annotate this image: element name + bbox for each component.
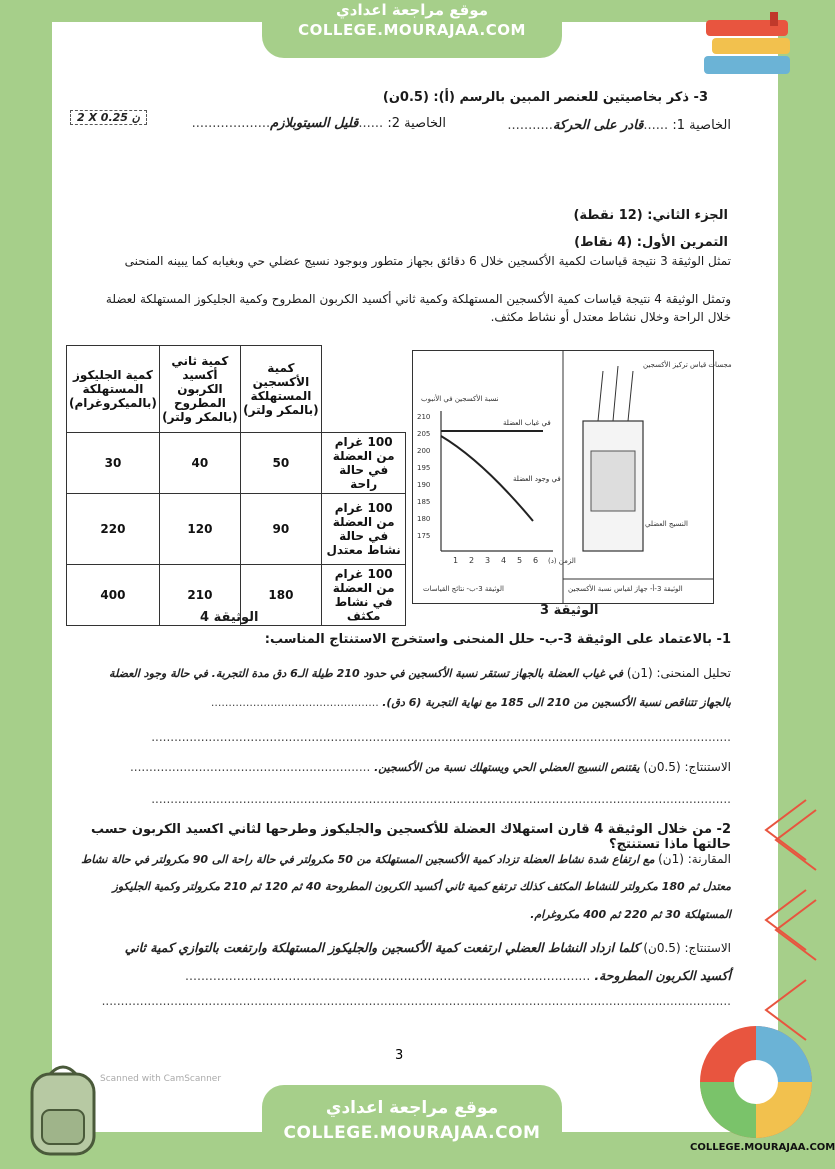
doc4-cell-glucose: 400 (67, 564, 160, 625)
q2-blank-line: ..................................................................................................................................................................... (101, 994, 731, 1008)
q3-title: 3- ذكر بخاصيتين للعنصر المبين بالرسم (أ): (0.5ن) (382, 90, 708, 105)
doc4-cell-glucose: 220 (67, 493, 160, 564)
doc4-header-row (67, 346, 406, 433)
q2-compare-line3: المستهلكة 30 ثم 220 ثم 400 مكروغرام. (530, 908, 731, 921)
doc3-figure (412, 350, 732, 604)
q1-title: 1- بالاعتماد على الوثيقة 3-ب- حلل المنحنى واستخرج الاستنتاج المناسب: (264, 632, 731, 647)
chevron-decoration-icon (746, 790, 816, 1050)
q2-compare-line2: معتدل ثم 180 مكرولتر للنشاط المكثف كذلك ترتفع كمية ثاني أكسيد الكربون المطروحة 40 ثم 120 ثم 210 مكرولتر وكمية الجليكوز (112, 880, 731, 893)
doc4-cell-o2: 180 (240, 564, 321, 625)
q1-conclusion: الاستنتاج: (0.5ن) يقتنص النسيج العضلي الحي ويستهلك نسبة من الأكسجين. ............................................................... (129, 760, 731, 774)
doc3-xtick: 6 (533, 556, 539, 565)
q1-conclusion-text: يقتنص النسيج العضلي الحي ويستهلك نسبة من الأكسجين. (374, 761, 640, 774)
camscanner-watermark: Scanned with CamScanner (100, 1074, 222, 1084)
doc4-cell-o2: 90 (240, 493, 321, 564)
q2-conclusion-line2: أكسيد الكربون المطروحة. ...................................................................................................... (185, 968, 731, 983)
q3-grade: 2 X ن 0.25 (70, 110, 147, 125)
doc3-xtick: 2 (469, 556, 475, 565)
doc4-row-label: 100 غرام من العضلة في حالة نشاط معتدل (321, 493, 406, 564)
doc3-ytick: 175 (417, 532, 431, 540)
doc3-caption-b: الوثيقة 3-ب- نتائج القياسات (423, 585, 504, 593)
doc3-curve1-label: في غياب العضلة (503, 419, 551, 427)
backpack-icon (18, 1060, 108, 1160)
table-row (67, 432, 406, 493)
doc4-header-glucose: كمية الجليكوز المستهلكة (بالميكروغرام) (67, 346, 160, 433)
ex1-intro-1: تمثل الوثيقة 3 نتيجة قياسات لكمية الأكسجين خلال 6 دقائق بجهاز متطور وبوجود نسيج عضلي حي وبغيابه كما يبينه المنحنى (124, 254, 731, 268)
q1-analysis-label: تحليل المنحنى: (1ن) (626, 666, 731, 680)
page-number: 3 (395, 1048, 404, 1063)
books-logo-icon (700, 12, 800, 82)
doc3-ytick: 205 (417, 430, 431, 438)
doc3-ylabel: نسبة الأكسجين في الأنبوب (421, 395, 499, 403)
table-row (67, 493, 406, 564)
q2-title: 2- من خلال الوثيقة 4 قارن استهلاك العضلة للأكسجين والجليكوز وطرحها لثاني اكسيد الكربون حسب حالتها ماذا تستنتج؟ (91, 822, 731, 852)
doc3-xtick: 4 (501, 556, 507, 565)
banner-top-title: موقع مراجعة اعدادي (336, 1, 488, 19)
part2-title: الجزء الثاني: (12 نقطة) (573, 208, 728, 223)
doc3-xtick: 3 (485, 556, 491, 565)
doc3-ytick: 195 (417, 464, 431, 472)
doc4-cell-co2: 40 (159, 432, 240, 493)
q1-analysis-text1: في غياب العضلة بالجهاز تستقر نسبة الأكسجين في حدود 210 طيلة الـ6 دق مدة التجربة. في حالة وجود العضلة (109, 667, 623, 680)
q2-compare-label: المقارنة: (1ن) (658, 852, 731, 866)
site-banner-top[interactable] (262, 0, 562, 58)
doc3-ytick: 190 (417, 481, 431, 489)
doc3-ytick: 180 (417, 515, 431, 523)
q3-prop1-label: الخاصية 1: (672, 118, 731, 133)
subjects-wheel-icon (696, 1022, 816, 1142)
doc3-tissue-label: النسيج العضلي (645, 520, 688, 528)
doc4-header-co2: كمية ثاني أكسيد الكربون المطروح (بالمكر ولتر) (159, 346, 240, 433)
doc4-row-label: 100 غرام من العضلة في حالة راحة (321, 432, 406, 493)
doc3-label: الوثيقة 3 (540, 603, 599, 618)
q3-prop2: الخاصية 2: ......قليل السيتوبلازم................... (191, 116, 446, 131)
q2-compare-text1: مع ارتفاع شدة نشاط العضلة تزداد كمية الأكسجين المستهلكة من 50 مكرولتر في حالة راحة الى 90 مكرولتر في حالة نشاط (81, 853, 655, 866)
doc4-cell-glucose: 30 (67, 432, 160, 493)
banner-top-url: COLLEGE.MOURAJAA.COM (298, 21, 526, 39)
doc4-cell-o2: 50 (240, 432, 321, 493)
q3-prop1: الخاصية 1: ......قادر على الحركة........... (507, 118, 731, 133)
doc4-row-label: 100 غرام من العضلة في نشاط مكثف (321, 564, 406, 625)
doc3-xtick: 1 (453, 556, 459, 565)
ex1-intro-2: وتمثل الوثيقة 4 نتيجة قياسات كمية الأكسجين المستهلكة وكمية ثاني أكسيد الكربون المطروح وكمية الجليكوز المستهلكة لعضلة خلال الراحة وخلال نشاط معتدل أو نشاط مكثف. (105, 292, 731, 324)
brand-footer[interactable]: COLLEGE.MOURAJAA.COM (690, 1142, 835, 1153)
q1-blank-line-2: ........................................................................................................................................................ (151, 792, 731, 806)
doc3-caption-a: الوثيقة 3-أ- جهاز لقياس نسبة الأكسجين (568, 585, 683, 593)
q2-conclusion-line1 (71, 940, 731, 955)
doc3-ytick: 210 (417, 413, 431, 421)
q1-analysis-text2: بالجهاز تتناقص نسبة الأكسجين من 210 الى 185 مع نهاية التجربة (6 دق). (382, 696, 731, 709)
doc3-xtick: 5 (517, 556, 523, 565)
doc4-header-o2: كمية الأكسجين المستهلكة (بالمكر ولتر) (240, 346, 321, 433)
doc4-cell-co2: 120 (159, 493, 240, 564)
q1-blank-line: ........................................................................................................................................................ (151, 730, 731, 744)
doc3-curve2-label: في وجود العضلة (513, 475, 561, 483)
q3-prop2-value: قليل السيتوبلازم (270, 116, 359, 131)
doc3-xlabel: الزمن (د) (548, 557, 576, 565)
q3-prop1-value: قادر على الحركة (552, 118, 644, 133)
site-banner-bottom[interactable] (262, 1085, 562, 1169)
doc3-graph (413, 351, 732, 603)
ex1-title: التمرين الأول: (4 نقاط) (574, 235, 728, 250)
q2-compare-line1 (71, 852, 731, 866)
q3-prop2-label: الخاصية 2: (387, 116, 446, 131)
doc3-sensor-label: مجسات قياس تركيز الأكسجين (643, 361, 732, 369)
doc4-table (66, 345, 406, 626)
banner-bottom-url: COLLEGE.MOURAJAA.COM (283, 1123, 541, 1143)
q1-analysis-line1 (91, 666, 731, 680)
doc4-header-empty (321, 346, 406, 433)
banner-bottom-title: موقع مراجعة اعدادي (325, 1098, 499, 1118)
doc3-ytick: 200 (417, 447, 431, 455)
doc4-label: الوثيقة 4 (200, 610, 259, 625)
doc3-ytick: 185 (417, 498, 431, 506)
doc4-cell-co2: 210 (159, 564, 240, 625)
q1-analysis-line2: بالجهاز تتناقص نسبة الأكسجين من 210 الى 185 مع نهاية التجربة (6 دق). ................................................ (210, 696, 731, 709)
q1-conclusion-label: الاستنتاج: (0.5ن) (643, 760, 731, 774)
q2-conclusion-text1: كلما ازداد النشاط العضلي ارتفعت كمية الأكسجين والجليكوز المستهلكة وارتفعت بالتوازي كمية ثاني (124, 940, 640, 955)
doc3-xticks (453, 556, 538, 565)
q2-conclusion-label: الاستنتاج: (0.5ن) (643, 941, 731, 955)
doc3-yticks (417, 413, 430, 540)
q2-conclusion-text2: أكسيد الكربون المطروحة. (594, 968, 731, 983)
